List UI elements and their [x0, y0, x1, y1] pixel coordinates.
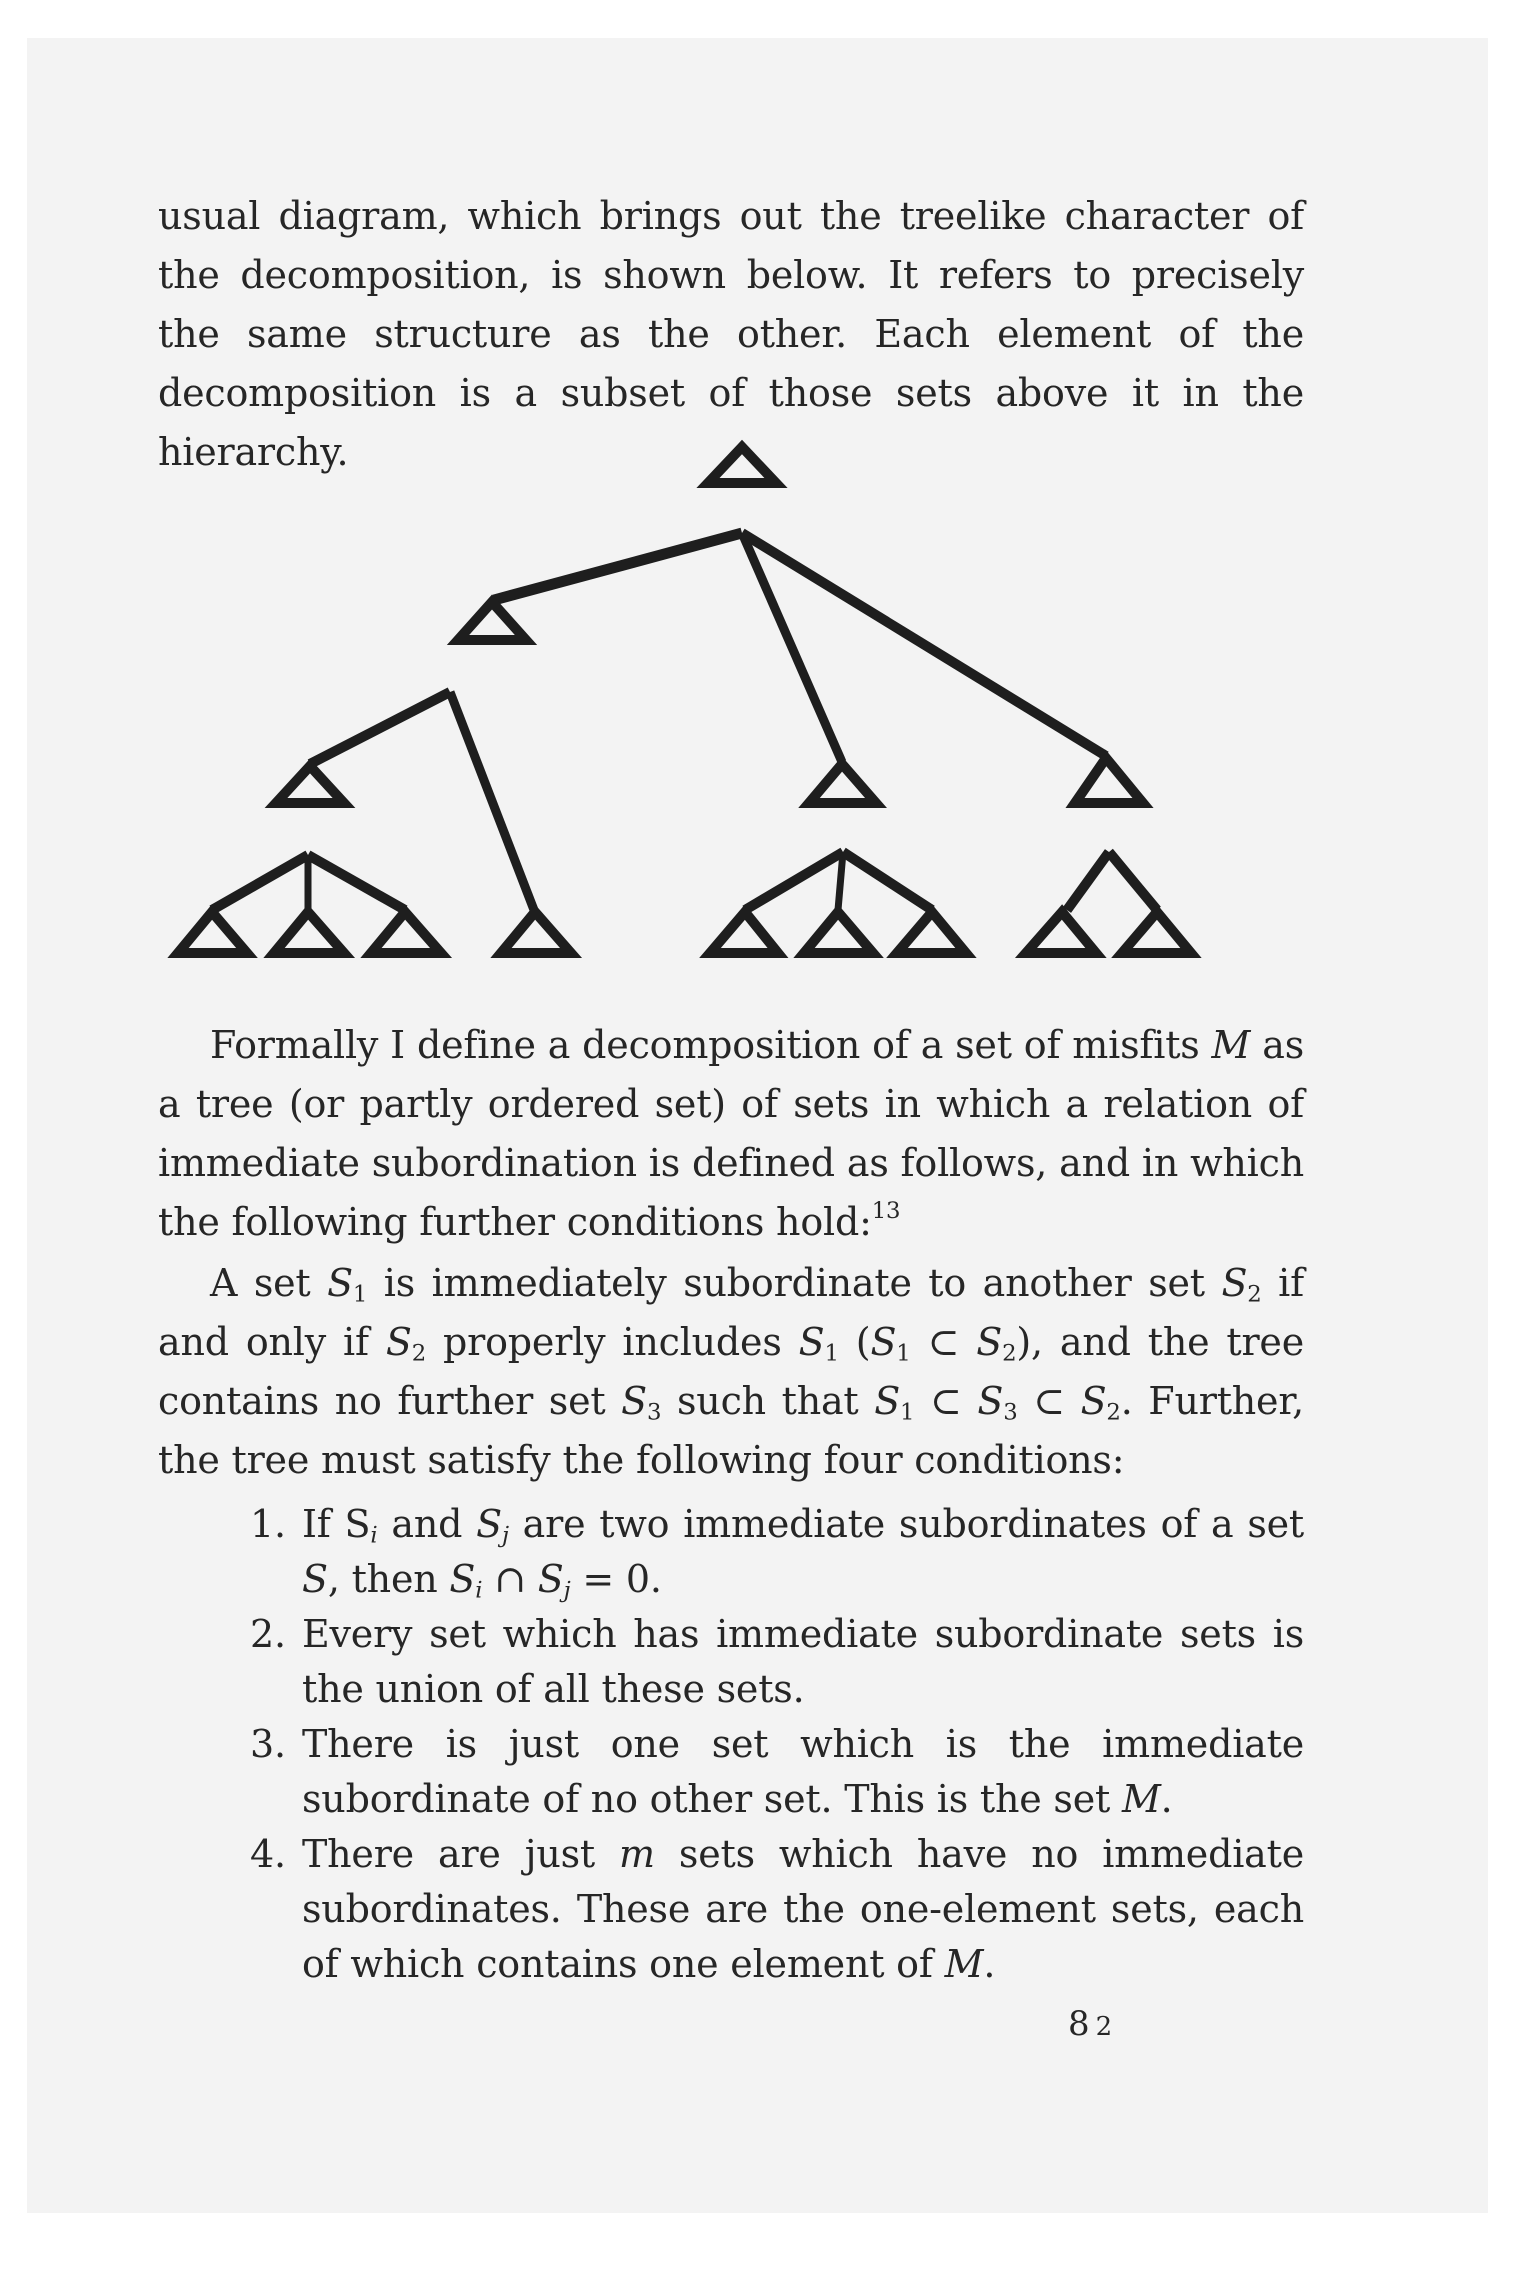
text-run: Formally I define a decomposition of a set of misfits [210, 1023, 1212, 1067]
subset-symbol: ⊂ [910, 1320, 977, 1364]
subscript: j [501, 1522, 509, 1549]
math-symbol-S: S [976, 1320, 1003, 1364]
list-number: 3. [250, 1722, 286, 1766]
condition-item-3 [250, 1717, 1304, 1827]
intersection-symbol: ∩ [482, 1557, 538, 1601]
text-run: . [1160, 1777, 1173, 1821]
text-run: properly includes [426, 1320, 799, 1364]
math-symbol-S: S [302, 1557, 328, 1601]
subscript: 2 [1247, 1281, 1262, 1308]
text-run: if and only if [158, 1261, 1304, 1364]
text-run: as a tree (or partly ordered set) of sets in which a relation of immediate subordination is defined as follows, and in which the following further conditions hold: [158, 1023, 1304, 1244]
math-symbol-S: S [449, 1557, 476, 1601]
text-run: ( [838, 1320, 871, 1364]
math-symbol-S: S [798, 1320, 825, 1364]
text-run: and [377, 1502, 477, 1546]
condition-item-4 [250, 1827, 1304, 1992]
list-number: 1. [250, 1502, 286, 1546]
footnote-reference[interactable]: 13 [871, 1197, 901, 1224]
math-symbol-M: M [944, 1942, 984, 1986]
subordination-paragraph [158, 1254, 1304, 1490]
math-symbol-S: S [476, 1502, 502, 1546]
page-number-small: 2 [1095, 2012, 1119, 2042]
text-run: is immediately subordinate to another set [367, 1261, 1222, 1305]
subset-symbol: ⊂ [1017, 1379, 1081, 1423]
math-symbol-S: S [385, 1320, 412, 1364]
subscript: i [475, 1577, 483, 1604]
subscript: 2 [1002, 1340, 1017, 1367]
intro-paragraph: usual diagram, which brings out the treelike character of the decomposition, is shown below. It refers to precisely the same structure as the other. Each element of the decomposition is a subset of those sets above it in the hierarchy. [158, 194, 1304, 474]
text-run: If S [302, 1502, 371, 1546]
math-symbol-M: M [1211, 1023, 1251, 1067]
math-symbol-S: S [870, 1320, 897, 1364]
math-symbol-M: M [1121, 1777, 1161, 1821]
math-symbol-m: m [619, 1832, 655, 1876]
math-symbol-S: S [537, 1557, 564, 1601]
text-run: . Further, the tree must satisfy the following four conditions: [158, 1379, 1304, 1482]
math-symbol-S: S [977, 1379, 1004, 1423]
subset-symbol: ⊂ [914, 1379, 978, 1423]
text-run: sets which have no immediate subordinates. These are the one-element sets, each of which contains one element of [302, 1832, 1304, 1986]
subscript: 1 [824, 1340, 839, 1367]
condition-item-1 [250, 1497, 1304, 1607]
condition-item-2 [250, 1607, 1304, 1717]
subscript: 1 [352, 1281, 368, 1308]
list-number: 4. [250, 1832, 286, 1876]
subscript: 3 [1003, 1399, 1018, 1426]
text-run: are two immediate subordinates of a set [508, 1502, 1304, 1546]
subscript: 2 [1106, 1399, 1121, 1426]
subscript: j [563, 1577, 571, 1604]
subscript: 1 [900, 1399, 915, 1426]
conditions-list [250, 1497, 1304, 1992]
math-symbol-S: S [1221, 1261, 1248, 1305]
math-symbol-S: S [1080, 1379, 1107, 1423]
list-number: 2. [250, 1612, 286, 1656]
text-run: There is just one set which is the immediate subordinate of no other set. This is the set [302, 1722, 1304, 1821]
text-run: There are just [302, 1832, 620, 1876]
page-number-main: 8 [1068, 2004, 1096, 2044]
text-run: Every set which has immediate subordinate sets is the union of all these sets. [302, 1612, 1304, 1711]
subscript: 2 [411, 1340, 427, 1367]
text-run: = 0. [570, 1557, 662, 1601]
text-run: , then [327, 1557, 450, 1601]
subscript: 1 [896, 1340, 911, 1367]
math-symbol-S: S [874, 1379, 901, 1423]
subscript: 3 [647, 1399, 662, 1426]
text-run: ), and the tree contains no further set [158, 1320, 1304, 1423]
page-number [1068, 2004, 1118, 2044]
formal-definition-paragraph [158, 1016, 1304, 1252]
text-run: A set [210, 1261, 328, 1305]
subscript: i [370, 1522, 378, 1549]
math-symbol-S: S [327, 1261, 353, 1305]
text-run: . [983, 1942, 996, 1986]
text-run: such that [661, 1379, 875, 1423]
math-symbol-S: S [621, 1379, 647, 1423]
